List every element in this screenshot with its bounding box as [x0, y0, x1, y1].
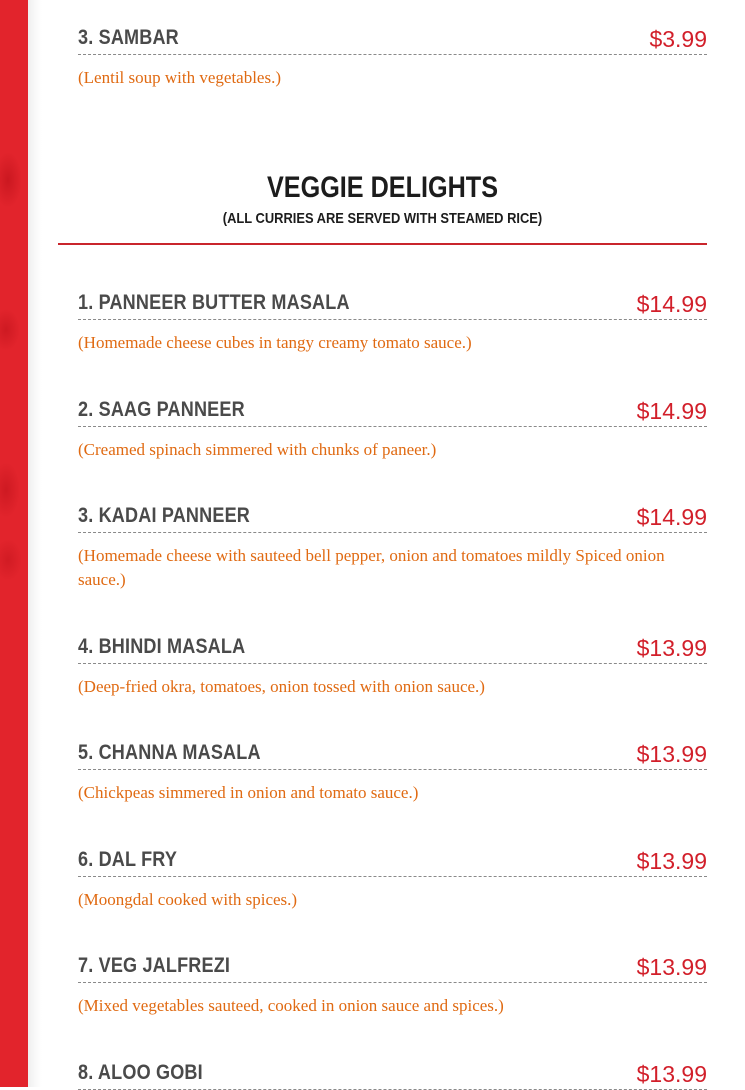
menu-item-name: 8. ALOO GOBI [78, 1061, 203, 1084]
menu-item-name: 2. SAAG PANNEER [78, 398, 245, 421]
menu-item-description: (Homemade cheese cubes in tangy creamy tomato sauce.) [78, 333, 472, 352]
menu-item-row [78, 1051, 707, 1090]
menu-item-price: $13.99 [636, 1061, 707, 1087]
menu-item-description: (Creamed spinach simmered with chunks of paneer.) [78, 440, 437, 459]
section-header [58, 168, 707, 245]
menu-item-row [78, 731, 707, 770]
menu-item-name: 7. VEG JALFREZI [78, 954, 231, 977]
menu-item-name: 4. BHINDI MASALA [78, 635, 246, 658]
menu-item [78, 1051, 707, 1090]
menu-item-name: 6. DAL FRY [78, 848, 178, 871]
menu-item [78, 16, 707, 90]
menu-item-description: (Homemade cheese with sauteed bell pepper, onion and tomatoes mildly Spiced onion sauce.) [78, 546, 665, 589]
menu-item [78, 944, 707, 1018]
menu-item-description: (Mixed vegetables sauteed, cooked in onion sauce and spices.) [78, 996, 504, 1015]
menu-item-row [78, 281, 707, 320]
menu-item-description: (Moongdal cooked with spices.) [78, 890, 298, 909]
menu-item [78, 388, 707, 462]
menu-item-row [78, 494, 707, 533]
menu-item-description: (Deep-fried okra, tomatoes, onion tossed with onion sauce.) [78, 677, 485, 696]
section-subtitle: (ALL CURRIES ARE SERVED WITH STEAMED RICE) [222, 210, 543, 227]
paper-edge [28, 0, 42, 1087]
menu-item-price: $14.99 [636, 504, 707, 530]
menu-item-description: (Lentil soup with vegetables.) [78, 68, 282, 87]
menu-item-price: $13.99 [636, 741, 707, 767]
menu-item-name: 5. CHANNA MASALA [78, 741, 261, 764]
menu-item-row [78, 388, 707, 427]
menu-item-name: 3. KADAI PANNEER [78, 504, 251, 527]
menu-item-name: 3. SAMBAR [78, 26, 179, 49]
menu-item [78, 838, 707, 912]
menu-item-price: $14.99 [636, 291, 707, 317]
red-side-bar [0, 0, 28, 1087]
menu-item-price: $13.99 [636, 848, 707, 874]
menu-item-price: $14.99 [636, 398, 707, 424]
menu-item-price: $3.99 [649, 26, 707, 52]
menu-item-price: $13.99 [636, 954, 707, 980]
menu-item [78, 625, 707, 699]
menu-item-row [78, 16, 707, 55]
menu-item-row [78, 625, 707, 664]
menu-item [78, 731, 707, 805]
menu-item-price: $13.99 [636, 635, 707, 661]
menu-item [78, 494, 707, 592]
menu-item-name: 1. PANNEER BUTTER MASALA [78, 291, 350, 314]
section-title: VEGGIE DELIGHTS [266, 171, 499, 204]
menu-page [58, 0, 707, 1087]
menu-item-description: (Chickpeas simmered in onion and tomato sauce.) [78, 783, 419, 802]
menu-item-row [78, 838, 707, 877]
menu-item-row [78, 944, 707, 983]
menu-item [78, 281, 707, 355]
